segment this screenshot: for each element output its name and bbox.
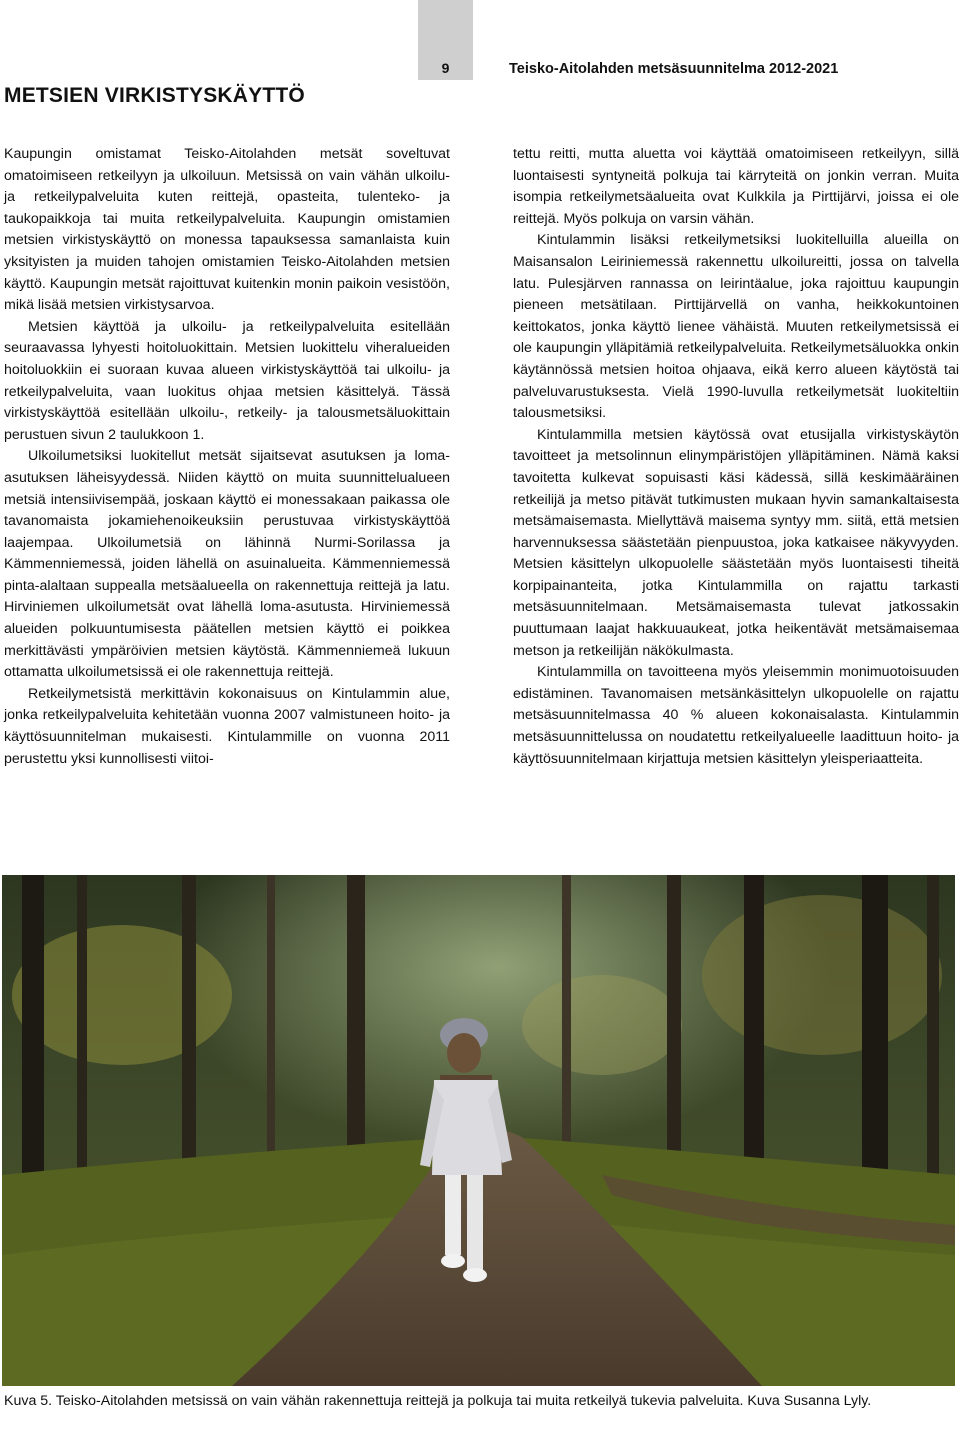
figure-caption: Kuva 5. Teisko-Aitolahden metsissä on vain vähän rakennettuja reittejä ja polkuja tai muita retkeilyä tukevia palveluita. Kuva Susanna Lyly. [4,1393,872,1409]
page-number-box [418,0,473,80]
right-paragraph-2: Kintulammin lisäksi retkeilymetsiksi luokitelluilla alueilla on Maisansalon Leiriniemessä rakennettu ulkoilureitti, jossa on talvella latu. Pulesjärven rannassa on leirintäalue, joka rajoittuu kaupungin pieneen metsätilaan. Pirttijärvellä on vanha, heikkokuntoinen keittokatos, jonka käyttö lienee vähäistä. Muuten retkeilymetsissä ei ole kaupungin ylläpitämiä retkeilypalveluita. Retkeilymetsäluokka onkin käytännössä metsien hoitoa ohjaava, eikä kerro alueen käytöstä tai palveluvarustuksesta. Vielä 1990-luvulla retkeilymetsät luokiteltiin talousmetsiksi. [513,232,959,422]
page-number: 9 [441,60,450,76]
document-title: Teisko-Aitolahden metsäsuunnitelma 2012-2021 [509,61,839,77]
left-column [4,144,450,770]
right-paragraph-1: tettu reitti, mutta aluetta voi käyttää omatoimiseen retkeilyyn, sillä luontaisesti syntyneitä polkuja tai kärryteitä on jonkin verran. Muita isompia retkeilymetsäalueita ovat Kulkkila ja Pirttijärvi, joissa ei ole reittejä. Myös polkuja on varsin vähän. [513,146,959,227]
left-paragraph-4: Retkeilymetsistä merkittävin kokonaisuus on Kintulammin alue, jonka retkeilypalveluita kehitetään vuonna 2007 valmistuneen hoito- ja käyttösuunnitelman mukaisesti. Kintulammille on vuonna 2011 perustettu yksi kunnollisesti viitoi- [4,685,450,767]
section-heading: METSIEN VIRKISTYSKÄYTTÖ [4,84,305,107]
right-column [513,144,959,770]
right-paragraph-3: Kintulammilla metsien käytössä ovat etusijalla virkistyskäytön tavoitteet ja metsolinnun elinympäristöjen ylläpitäminen. Nämä kaksi tavoitetta kulkevat sopuisasti käsi kädessä, sillä keskimääräinen retkeilijä ja metso pitävät tutkimusten mukaan hyvin samankaltaisesta metsämaisemasta. Miellyttävä maisema syntyy mm. siitä, että metsien harvennuksessa säästetään pienpuustoa, joka katkaisee näkyvyyden. Metsien käsittelyn ulkopuolelle säästetään myös luontaisesti tiheitä korpipainanteita, jotka Kintulammilla on rajattu tarkasti metsäsuunnitelmaan. Metsämaisemasta tulevat jatkossakin puuttumaan laajat hakkuuaukeat, jotka heikentävät metsämaisemaa metson ja retkeilijän näkökulmasta. [513,426,959,659]
right-paragraph-4: Kintulammilla on tavoitteena myös yleisemmin monimuotoisuuden edistäminen. Tavanomaisen metsänkäsittelyn ulkopuolelle on rajattu metsäsuunnitelmassa 40 % alueen kokonaisalasta. Kintulammin metsäsuunnittelussa on noudatettu retkeilyalueelle laadittuun hoito- ja käyttösuunnitelmaan kirjattuja metsien käsittelyn yleisperiaatteita. [513,664,959,767]
left-paragraph-3: Ulkoilumetsiksi luokitellut metsät sijaitsevat asutuksen ja loma-asutuksen läheisyydessä. Niiden käyttö on muita suunnittelualueen metsiä intensiivisempää, joskaan käyttö ei monessakaan paikassa ole tavanomaista jokamiehenoikeuksiin perustuvaa virkistyskäyttöä laajempaa. Ulkoilumetsiä on lähinnä Nurmi-Sorilassa ja Kämmenniemessä, joiden lähellä on asuinalueita. Kämmenniemessä pinta-alaltaan suppealla metsäalueella on rakennettuja reittejä ja latu. Hirviniemen ulkoilumetsät ovat lähellä loma-asutusta. Hirviniemessä alueiden polkuuntumisesta päätellen metsien käyttö ei poikkea merkittävästi ympäröivien metsien käytöstä. Kämmenniemeä lukuun ottamatta ulkoilumetsissä ei ole rakennettuja reittejä. [4,448,450,681]
left-paragraph-2: Metsien käyttöä ja ulkoilu- ja retkeilypalveluita esitellään seuraavassa lyhyesti hoitoluokittain. Metsien luokittelu viheralueiden hoitoluokkiin ei suoraan kuvaa alueen virkistyskäyttöä tai ulkoilu- ja retkeilypalveluita, vaan luokitus ohjaa metsien käsittelyä. Tässä virkistyskäyttöä esitellään ulkoilu-, retkeily- ja talousmetsäluokittain perustuen sivun 2 taulukkoon 1. [4,318,450,443]
left-paragraph-1: Kaupungin omistamat Teisko-Aitolahden metsät soveltuvat omatoimiseen retkeilyyn ja ulkoiluun. Metsissä on vain vähän ulkoilu- ja retkeilypalveluita kuten reittejä, opasteita, tulenteko- ja taukopaikkoja tai muita retkeilypalveluita. Kaupungin omistamien metsien virkistyskäyttö on monessa tapauksessa samanlaista kuin yksityisten ja muiden tahojen omistamien Teisko-Aitolahden metsien käyttö. Kaupungin metsät rajoittuvat kuitenkin monin paikoin vesistöön, mikä lisää metsien virkistysarvoa. [4,146,450,314]
forest-path-photo [2,875,955,1386]
